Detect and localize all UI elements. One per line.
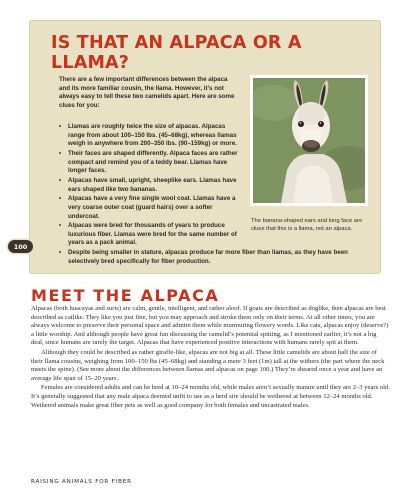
page-number-badge	[8, 240, 33, 253]
body-text	[31, 305, 390, 411]
list-item-text: Their faces are shaped differently. Alpaca faces are rather compact and remind you of a teddy bear. Llamas have longer faces.	[68, 149, 238, 175]
list-item-text: Alpacas have a very fine single wool coat. Llamas have a very coarse outer coat (guard hairs) over a softer undercoat.	[68, 195, 236, 220]
body-paragraph: Alpacas (both huacayas and suris) are calm, gentle, intelligent, and rather aloof. If goats are described as doglike, then alpacas are best described as catlike. They like you just fine, but you may approach and stroke them only on their terms. At all other times, you are always welcome to preserve their personal space and admire them while murmuring flowery words. Like cats, alpacas enjoy (deserve?) a little worship. And although people have great fun discussing the camelid’s potential spitting, as I mentioned earlier, it’s not a big deal, since humans are rarely the target. Alpacas that have experienced positive interactions with humans rarely spit at them.	[31, 305, 389, 347]
page-number: 100	[13, 242, 28, 251]
list-item-text: Alpacas have small, upright, sheeplike ears. Llamas have ears shaped like two bananas.	[68, 176, 237, 193]
sidebar-intro: There are a few important differences between the alpaca and its more familiar cousin, the llama. However, it’s not always easy to tell these two camelids apart. Here are some clues for you:	[59, 76, 235, 109]
bullet-icon: •	[59, 249, 62, 257]
body-paragraph: Although they could be described as rather giraffe-like, alpacas are not big at all. These little camelids are about half the size of their llama cousins, weighing from 100–150 lbs (45–68kg) and standing a mere 3 feet (1m) tall at the withers (the part where the neck meets the spine). (See more about the differences between llamas and alpacas on page 100.) They’re sheared once a year and have an average life span of 15–20 years.	[31, 348, 385, 382]
photo-caption: The banana-shaped ears and long face are clues that this is a llama, not an alpaca.	[251, 218, 363, 233]
bullet-icon: •	[59, 195, 62, 203]
list-item	[59, 195, 242, 221]
body-paragraph: Females are considered adults and can be bred at 10–24 months old, while males aren’t sexually mature until they are 2–3 years old. It’s generally suggested that any male alpaca deemed unfit to use as a herd sire should be wethered at between 12–24 months old. Wethered animals make great fiber pets as well as good company for both females and uncastrated males.	[31, 384, 390, 409]
llama-photo	[250, 75, 368, 206]
llama-illustration	[253, 78, 365, 203]
bullet-icon: •	[59, 222, 62, 230]
list-item-text: Alpacas were bred for thousands of years to produce luxurious fiber. Llamas were bred for the same number of years as a pack animal.	[68, 222, 237, 247]
running-footer: RAISING ANIMALS FOR FIBER	[31, 479, 132, 485]
sidebar-box	[29, 20, 381, 274]
list-item-text: Llamas are roughly twice the size of alpacas. Alpacas range from about 100–150 lbs. (45–68kg), whereas llamas weigh in anywhere from 200–350 lbs. (90–159kg) or more.	[68, 123, 237, 148]
list-item	[59, 123, 242, 149]
section-heading: MEET THE ALPACA	[31, 286, 220, 305]
bullet-icon: •	[59, 176, 62, 184]
list-item	[59, 249, 358, 266]
sidebar-title: IS THAT AN ALPACA OR A LLAMA?	[51, 33, 302, 73]
list-item-text: Despite being smaller in stature, alpacas produce far more fiber than llamas, as they have been selectively bred specifically for fiber production.	[68, 249, 348, 265]
bullet-icon: •	[59, 149, 62, 157]
list-item	[59, 177, 242, 194]
list-item	[59, 150, 242, 176]
bullet-icon: •	[59, 123, 62, 130]
list-item	[59, 222, 242, 248]
